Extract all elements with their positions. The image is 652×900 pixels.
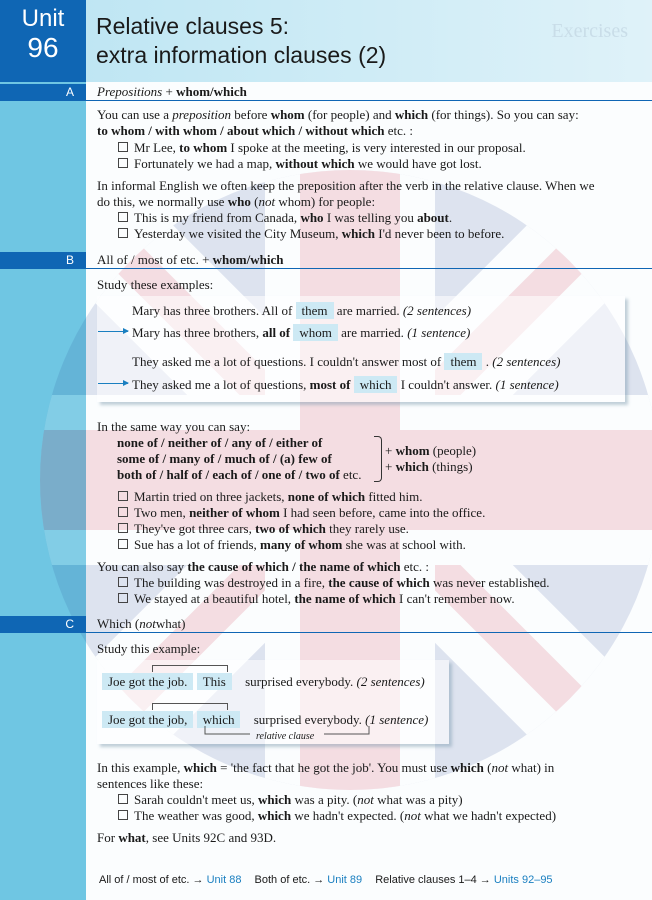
section-c-para-line2: sentences like these: [97, 776, 204, 791]
heading-keyword: whom/which [176, 84, 247, 99]
title-line-1: Relative clauses 5: [96, 13, 290, 39]
example-row: Joe got the job, which surprised everybody. (1 sentence) [102, 711, 428, 728]
relative-clause-label: relative clause [256, 731, 315, 742]
section-a-heading [97, 84, 247, 100]
footer-text: Relative clauses 1–4 → [375, 874, 491, 886]
text: etc. : [387, 123, 414, 138]
text: whom [270, 107, 305, 122]
section-c-label: C [0, 616, 86, 633]
same-way-text: In the same way you can say: [97, 419, 251, 434]
heading-plus: + [165, 84, 173, 99]
section-b-label: B [0, 252, 86, 269]
text: (for things). So you can say: [431, 107, 579, 122]
section-a-intro [97, 106, 579, 123]
quantifier-line: some of / many of / much of / (a) few of [117, 451, 332, 466]
example: The weather was good, which we hadn't expected. (not what we hadn't expected) [118, 807, 556, 824]
section-c-rule [86, 632, 652, 633]
quantifier-line: both of / half of / each of / one of / two of etc. [117, 467, 362, 482]
brace-item: + whom (people) [385, 443, 477, 458]
header-ghost-text: Exercises [551, 20, 628, 42]
arrow-icon [98, 331, 128, 332]
section-b-study: Study these examples: [97, 277, 214, 292]
example: We stayed at a beautiful hotel, the name of which I can't remember now. [118, 590, 515, 607]
text: preposition [172, 107, 231, 122]
example-row: They asked me a lot of questions, most of which I couldn't answer. (1 sentence) [132, 377, 559, 392]
example-row: Mary has three brothers. All of them are married. (2 sentences) [132, 303, 472, 318]
brace [374, 436, 382, 482]
example-row: They asked me a lot of questions. I couldn't answer most of them . (2 sentences) [132, 354, 561, 369]
section-c-heading: Which (notwhat) [97, 616, 186, 631]
section-c-para-line1: In this example, which = 'the fact that he got the job'. You must use which (not what) in [97, 760, 555, 775]
section-b-rule [86, 268, 652, 269]
title-line-2: extra information clauses (2) [96, 42, 387, 68]
example: This is my friend from Canada, who I was telling you about. [118, 209, 452, 226]
unit-badge [0, 0, 86, 82]
quantifier-line: none of / neither of / any of / either of [117, 435, 323, 450]
example: Martin tried on three jackets, none of which fitted him. [118, 488, 423, 505]
section-b-heading: All of / most of etc. + whom/which [97, 252, 284, 267]
section-a-intro-line2 [97, 122, 413, 139]
text: to whom / with whom / about which / without which [97, 123, 385, 138]
example: They've got three cars, two of which they rarely use. [118, 520, 409, 537]
heading-text: Prepositions [97, 84, 163, 99]
text: before [234, 107, 268, 122]
footer-link-units-92-95[interactable]: Units 92–95 [493, 874, 553, 886]
brace-item: + which (things) [385, 459, 473, 474]
example: Two men, neither of whom I had seen before, came into the office. [118, 504, 485, 521]
text: which [394, 107, 429, 122]
arrow-icon [98, 383, 128, 384]
section-a-para2-line1: In informal English we often keep the preposition after the verb in the relative clause. When we [97, 178, 595, 193]
unit-word: Unit [21, 5, 65, 32]
section-c-study: Study this example: [97, 641, 201, 656]
example: Fortunately we had a map, without which we would have got lost. [118, 155, 482, 172]
example: Yesterday we visited the City Museum, which I'd never been to before. [118, 225, 504, 242]
example: Sarah couldn't meet us, which was a pity. (not what was a pity) [118, 791, 463, 808]
example: The building was destroyed in a fire, the cause of which was never established. [118, 574, 550, 591]
see-also-text: For what, see Units 92C and 93D. [97, 830, 277, 845]
also-text: You can also say the cause of which / the name of which etc. : [97, 559, 429, 574]
footer-link-unit-88[interactable]: Unit 88 [206, 874, 242, 886]
footer-text: Both of etc. → [254, 874, 325, 886]
footer-link-unit-89[interactable]: Unit 89 [327, 874, 363, 886]
example: Sue has a lot of friends, many of whom she was at school with. [118, 536, 466, 553]
page-title [96, 12, 386, 70]
footer-cross-references [99, 874, 553, 886]
section-a-label: A [0, 84, 86, 101]
section-a-rule [86, 100, 652, 101]
example-row: Joe got the job. This surprised everybody. (2 sentences) [102, 673, 425, 690]
connector-line [152, 703, 228, 710]
footer-text: All of / most of etc. → [99, 874, 204, 886]
example: Mr Lee, to whom I spoke at the meeting, is very interested in our proposal. [118, 139, 526, 156]
text: You can use a [97, 107, 169, 122]
connector-line [152, 665, 228, 672]
example-row: Mary has three brothers, all of whom are married. (1 sentence) [132, 325, 471, 340]
section-a-para2-line2: do this, we normally use who (not whom) for people: [97, 194, 376, 209]
unit-number: 96 [27, 32, 59, 63]
text: (for people) and [307, 107, 392, 122]
